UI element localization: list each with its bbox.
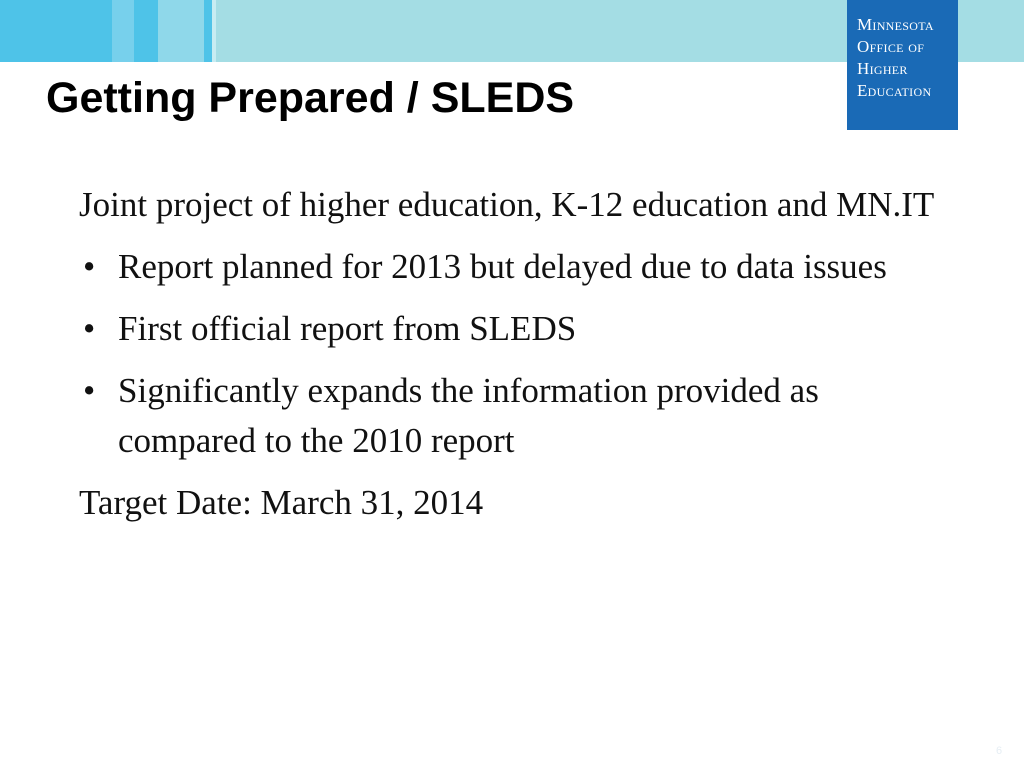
header-stripe [204, 0, 212, 62]
bullet-icon: • [83, 247, 96, 286]
header-stripe [134, 0, 158, 62]
slide-body [79, 180, 959, 540]
logo-line: Office of [857, 37, 925, 56]
target-date-text: Target Date: March 31, 2014 [79, 483, 484, 522]
bullet-text: Significantly expands the information provided as compared to the 2010 report [118, 371, 819, 460]
header-stripe [112, 0, 134, 62]
bullet-icon: • [83, 309, 96, 348]
intro-text: Joint project of higher education, K-12 education and MN.IT [79, 185, 935, 224]
header-stripe [158, 0, 204, 62]
logo-line: Education [857, 81, 932, 100]
header-stripe [0, 0, 112, 62]
bullet-text: First official report from SLEDS [118, 309, 577, 348]
bullet-item [79, 304, 959, 354]
bullet-item [79, 366, 959, 466]
logo-line: Higher [857, 59, 908, 78]
bullet-icon: • [83, 371, 96, 410]
header-stripe [212, 0, 216, 62]
bullet-list [79, 242, 959, 466]
bullet-text: Report planned for 2013 but delayed due to data issues [118, 247, 887, 286]
bullet-item [79, 242, 959, 292]
logo-line: Minnesota [857, 15, 934, 34]
organization-logo [847, 0, 958, 130]
slide-title: Getting Prepared / SLEDS [46, 74, 575, 122]
page-number: 6 [996, 745, 1003, 757]
